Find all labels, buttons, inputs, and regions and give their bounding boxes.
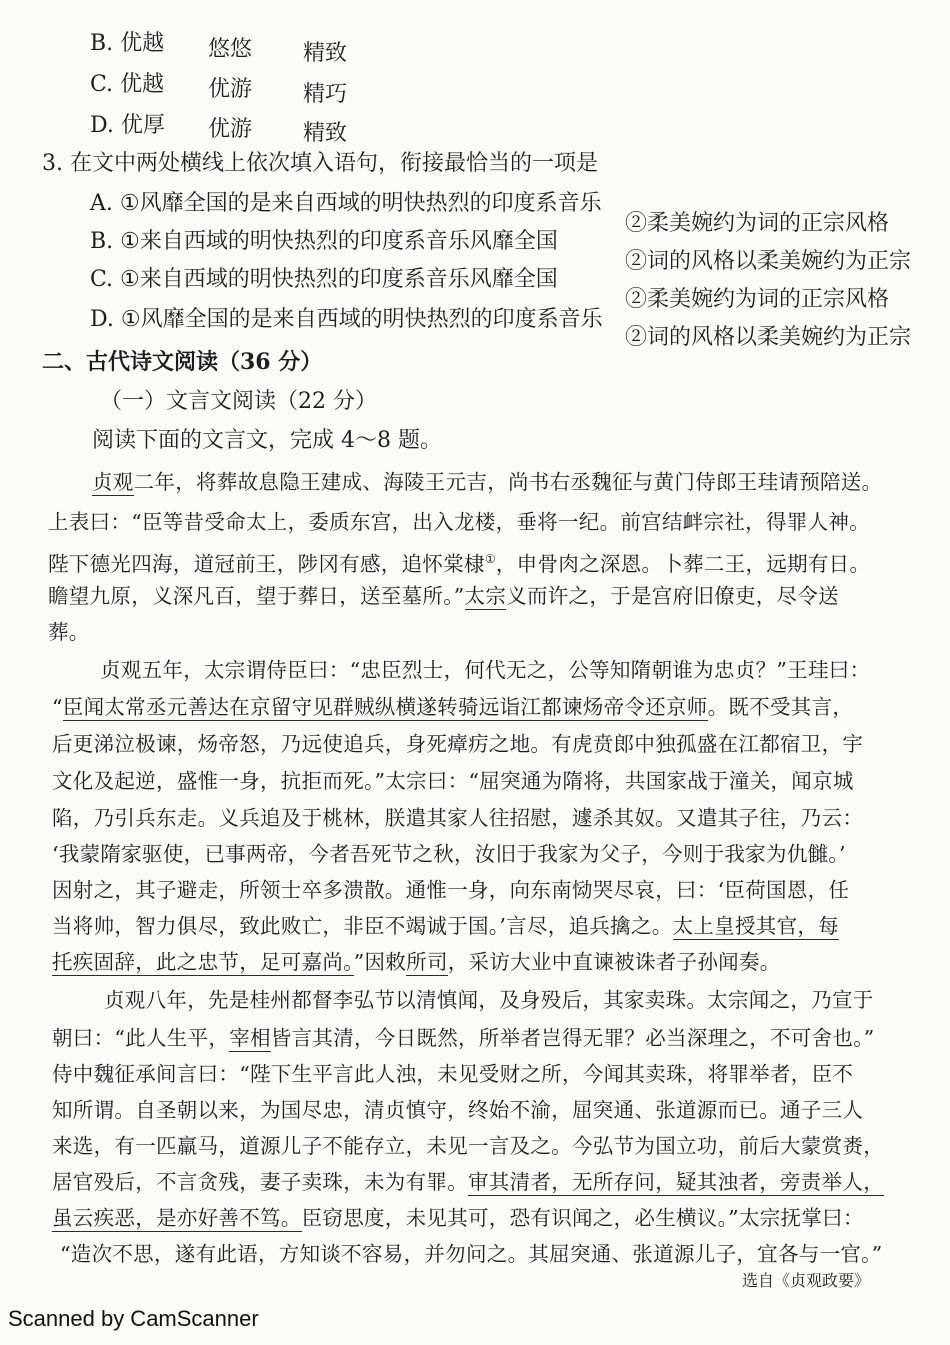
passage-p2-line9: 托疾固辞，此之忠节，足可嘉尚。”因敕所司，采访大业中直谏被诛者子孙闻奏。 [52,950,781,974]
passage-p3-line5: 来选，有一匹羸马，道源儿子不能存立，未见一言及之。今弘节为国立功，前后大蒙赏赉， [52,1134,884,1158]
q2-option-b-word3: 精致 [303,41,348,66]
underline-sentence-3a: 审其清者，无所存问，疑其浊者，旁责举人， [468,1170,884,1194]
passage-p2-line1: 贞观五年，太宗谓侍臣曰：“忠臣烈士，何代无之，公等知隋朝谁为忠贞？”王珪曰： [100,658,871,682]
passage-p3-line8: “造次不思，遂有此语，方知谈不容易，并勿问之。其屈突通、张道源儿子，宜各与一官。” [60,1242,883,1266]
scanner-watermark: Scanned by CamScanner [8,1306,259,1331]
q3-option-b-part1: B. ①来自西域的明快热烈的印度系音乐风靡全国 [90,229,558,254]
passage-p1-line2: 上表曰：“臣等昔受命太上，委质东宫，出入龙楼，垂将一纪。前宫结衅宗社，得罪人神。 [48,510,870,534]
reading-instruction: 阅读下面的文言文，完成 4～8 题。 [92,428,442,453]
passage-p2-line5: 陷，乃引兵东走。义兵追及于桃林，朕遣其家人往招慰，遽杀其奴。又遣其子往，乃云： [52,806,864,830]
underline-taizong: 太宗 [464,584,507,608]
underline-suosi: 所司 [406,950,448,974]
subsection-title: （一）文言文阅读（22 分） [100,389,377,414]
passage-p1-line1: 贞观二年，将葬故息隐王建成、海陵王元吉，尚书右丞魏征与黄门侍郎王珪请预陪送。 [92,470,883,494]
q3-option-d-part1: D. ①风靡全国的是来自西域的明快热烈的印度系音乐 [90,307,603,332]
passage-p3-line4: 知所谓。自圣朝以来，为国尽忠，清贞慎守，终始不渝，屈突通、张道源而已。通子三人 [52,1098,864,1122]
q2-option-c-word3: 精巧 [303,82,348,107]
passage-p1-line3: 陛下德光四海，道冠前王，陟冈有感，追怀棠棣①，申骨肉之深恩。卜葬二王，远期有日。 [48,551,871,576]
underline-zaixiang: 宰相 [229,1026,271,1050]
q3-option-c-part1: C. ①来自西域的明快热烈的印度系音乐风靡全国 [90,267,558,292]
passage-p2-line3: 后更涕泣极谏，炀帝怒，乃远使追兵，身死瘴疠之地。有虎贲郎中独孤盛在江都宿卫，宇 [52,732,864,756]
passage-p1-line5: 葬。 [48,620,90,644]
underline-sentence-3b: 虽云疾恶，是亦好善不笃。 [52,1206,302,1230]
footnote-marker: ① [484,552,496,566]
passage-p3-line6: 居官殁后，不言贪残，妻子卖珠，未为有罪。审其清者，无所存问，疑其浊者，旁责举人， [52,1170,884,1194]
q3-option-d-part2: ②词的风格以柔美婉约为正宗 [625,325,912,350]
q3-option-a-part1: A. ①风靡全国的是来自西域的明快热烈的印度系音乐 [90,191,602,216]
passage-p2-line8: 当将帅，智力俱尽，致此败亡，非臣不竭诚于国。’言尽，追兵擒之。太上皇授其官，每 [52,914,839,938]
q2-option-b-word2: 悠悠 [208,37,253,62]
passage-p2-line6: ‘我蒙隋家驱使，已事两帝，今者吾死节之秋，汝旧于我家为父子，今则于我家为仇雠。’ [52,842,846,866]
underline-sentence-2b: 托疾固辞，此之忠节，足可嘉尚。 [52,950,354,974]
passage-p3-line2: 朝曰：“此人生平，宰相皆言其清，今日既然，所举者岂得无罪？必当深理之，不可舍也。” [52,1026,875,1050]
passage-p1-line4: 瞻望九原，义深凡百，望于葬日，送至墓所。”太宗义而许之，于是宫府旧僚吏，尽令送 [48,584,839,608]
underline-sentence-2a: 太上皇授其官，每 [672,914,839,938]
section-title: 二、古代诗文阅读（36 分） [42,349,323,375]
q2-option-b-label: B. 优越 [90,31,165,56]
passage-p2-line4: 文化及起逆，盛惟一身，抗拒而死。”太宗曰：“屈突通为隋将，共国家战于潼关，闻京城 [52,769,854,793]
q2-option-d-word3: 精致 [303,121,348,146]
underline-sentence-1: 臣闻太常丞元善达在京留守见群贼纵横遂转骑远诣江都谏炀帝令还京师 [62,695,708,719]
passage-p2-line7: 因射之，其子避走，所领士卒多溃散。通惟一身，向东南恸哭尽哀，曰：‘臣荷国恩，任 [52,878,850,902]
passage-source: 选自《贞观政要》 [741,1271,870,1290]
q3-stem: 3. 在文中两处横线上依次填入语句，衔接最恰当的一项是 [42,151,598,176]
underline-zhenguan: 贞观 [92,470,134,494]
q3-option-a-part2: ②柔美婉约为词的正宗风格 [625,211,890,236]
q2-option-c-word2: 优游 [208,77,253,102]
passage-p3-line1: 贞观八年，先是桂州都督李弘节以清慎闻，及身殁后，其家卖珠。太宗闻之，乃宣于 [104,988,874,1012]
q2-option-d-label: D. 优厚 [90,113,165,138]
passage-p3-line7: 虽云疾恶，是亦好善不笃。臣窃思度，未见其可，恐有识闻之，必生横议。”太宗抚掌曰： [52,1206,864,1230]
q2-option-c-label: C. 优越 [90,72,165,97]
q3-option-c-part2: ②柔美婉约为词的正宗风格 [625,287,890,312]
passage-p2-line2: “臣闻太常丞元善达在京留守见群贼纵横遂转骑远诣江都谏炀帝令还京师。既不受其言， [52,695,854,719]
passage-p3-line3: 侍中魏征承间言曰：“陛下生平言此人浊，未见受财之所，今闻其卖珠，将罪举者，臣不 [52,1062,854,1086]
q3-option-b-part2: ②词的风格以柔美婉约为正宗 [625,249,912,274]
q2-option-d-word2: 优游 [208,117,253,142]
